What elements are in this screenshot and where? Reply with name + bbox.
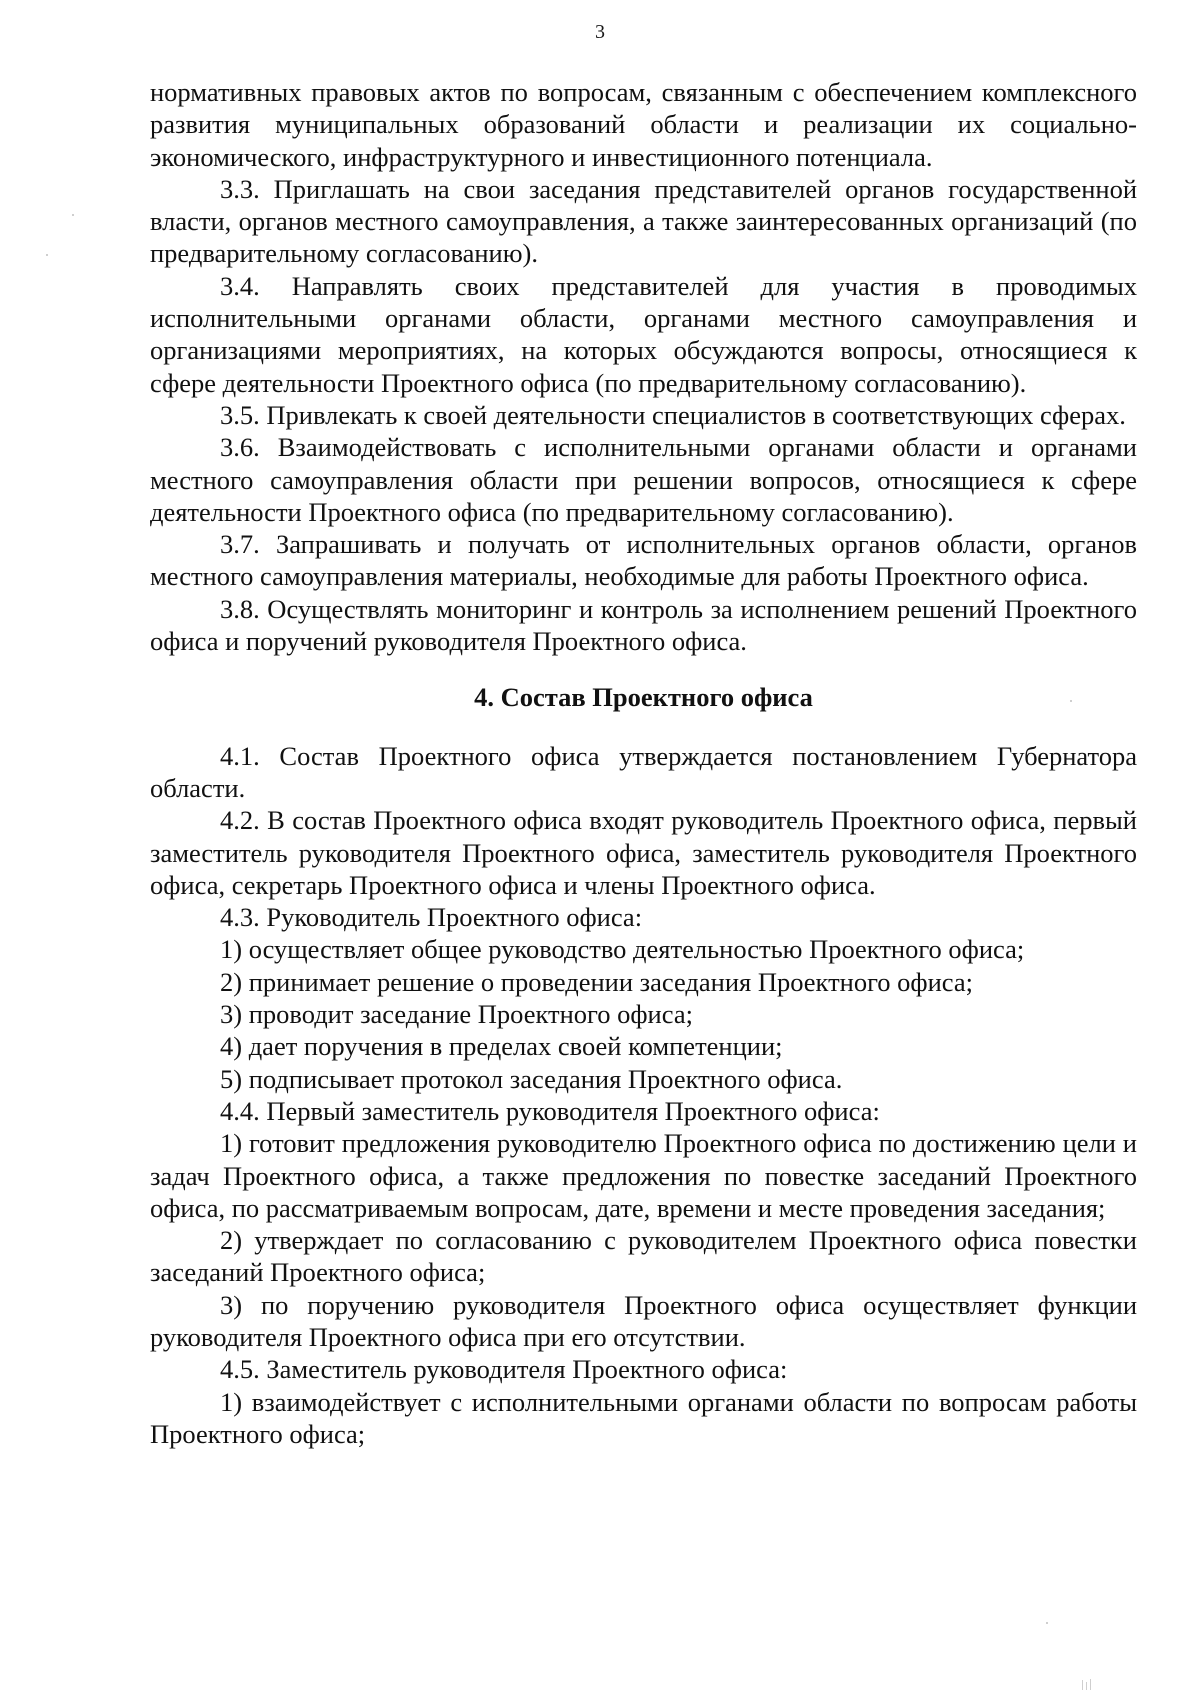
clause-4-2: 4.2. В состав Проектного офиса входят руководитель Проектного офиса, первый заместитель руководителя Проектного офиса, заместитель руководителя Проектного офиса, секретарь Проектного офиса и члены Проектного офиса. (150, 805, 1137, 900)
scan-speck (1082, 1680, 1083, 1690)
clause-4-4-item-2: 2) утверждает по согласованию с руководителем Проектного офиса повестки заседаний Проектного офиса; (150, 1225, 1137, 1288)
clause-4-4-item-1: 1) готовит предложения руководителю Проектного офиса по достижению цели и задач Проектного офиса, а также предложения по повестке заседаний Проектного офиса, по рассматриваемым вопросам, дате, времени и месте проведения заседания; (150, 1128, 1137, 1223)
clause-4-1: 4.1. Состав Проектного офиса утверждается постановлением Губернатора области. (150, 740, 1137, 803)
scan-speck (1086, 1682, 1087, 1690)
clause-4-5-item-1: 1) взаимодействует с исполнительными органами области по вопросам работы Проектного офиса; (150, 1386, 1137, 1449)
clause-3-4: 3.4. Направлять своих представителей для участия в проводимых исполнительными органами области, органами местного самоуправления и организациями мероприятиях, на которых обсуждаются вопросы, относящиеся к сфере деятельности Проектного офиса (по предварительному согласованию). (150, 270, 1137, 398)
scan-speck (72, 214, 74, 216)
clause-3-3: 3.3. Приглашать на свои заседания представителей органов государственной власти, органов местного самоуправления, а также заинтересованных организаций (по предварительному согласованию). (150, 173, 1137, 269)
section-4-heading: 4. Состав Проектного офиса (474, 682, 813, 713)
clause-3-7: 3.7. Запрашивать и получать от исполнительных органов области, органов местного самоуправления материалы, необходимые для работы Проектного офиса. (150, 529, 1137, 592)
intro-continuation: нормативных правовых актов по вопросам, связанным с обеспечением комплексного развития муниципальных образований области и реализации их социально-экономического, инфраструктурного и инвестиционного потенциала. (150, 77, 1137, 172)
clause-4-3-item-4: 4) дает поручения в пределах своей компетенции; (220, 1031, 783, 1062)
scan-speck (46, 254, 48, 256)
clause-3-6: 3.6. Взаимодействовать с исполнительными органами области и органами местного самоуправления области при решении вопросов, относящиеся к сфере деятельности Проектного офиса (по предварительному согласованию). (150, 432, 1137, 527)
clause-4-4: 4.4. Первый заместитель руководителя Проектного офиса: (220, 1095, 880, 1126)
clause-3-8: 3.8. Осуществлять мониторинг и контроль за исполнением решений Проектного офиса и поручений руководителя Проектного офиса. (150, 593, 1137, 657)
clause-3-5: 3.5. Привлекать к своей деятельности специалистов в соответствующих сферах. (220, 399, 1126, 430)
clause-4-3-item-2: 2) принимает решение о проведении заседания Проектного офиса; (220, 966, 973, 997)
scan-speck (1046, 1622, 1048, 1624)
scan-speck (1090, 1679, 1091, 1690)
clause-4-3: 4.3. Руководитель Проектного офиса: (220, 902, 643, 933)
page-number: 3 (595, 21, 605, 43)
clause-4-3-item-5: 5) подписывает протокол заседания Проектного офиса. (220, 1063, 843, 1094)
clause-4-3-item-3: 3) проводит заседание Проектного офиса; (220, 999, 693, 1030)
clause-4-5: 4.5. Заместитель руководителя Проектного офиса: (220, 1354, 788, 1385)
clause-4-4-item-3: 3) по поручению руководителя Проектного офиса осуществляет функции руководителя Проектного офиса при его отсутствии. (150, 1289, 1137, 1352)
clause-4-3-item-1: 1) осуществляет общее руководство деятельностью Проектного офиса; (220, 934, 1025, 965)
document-body (150, 76, 1137, 1450)
